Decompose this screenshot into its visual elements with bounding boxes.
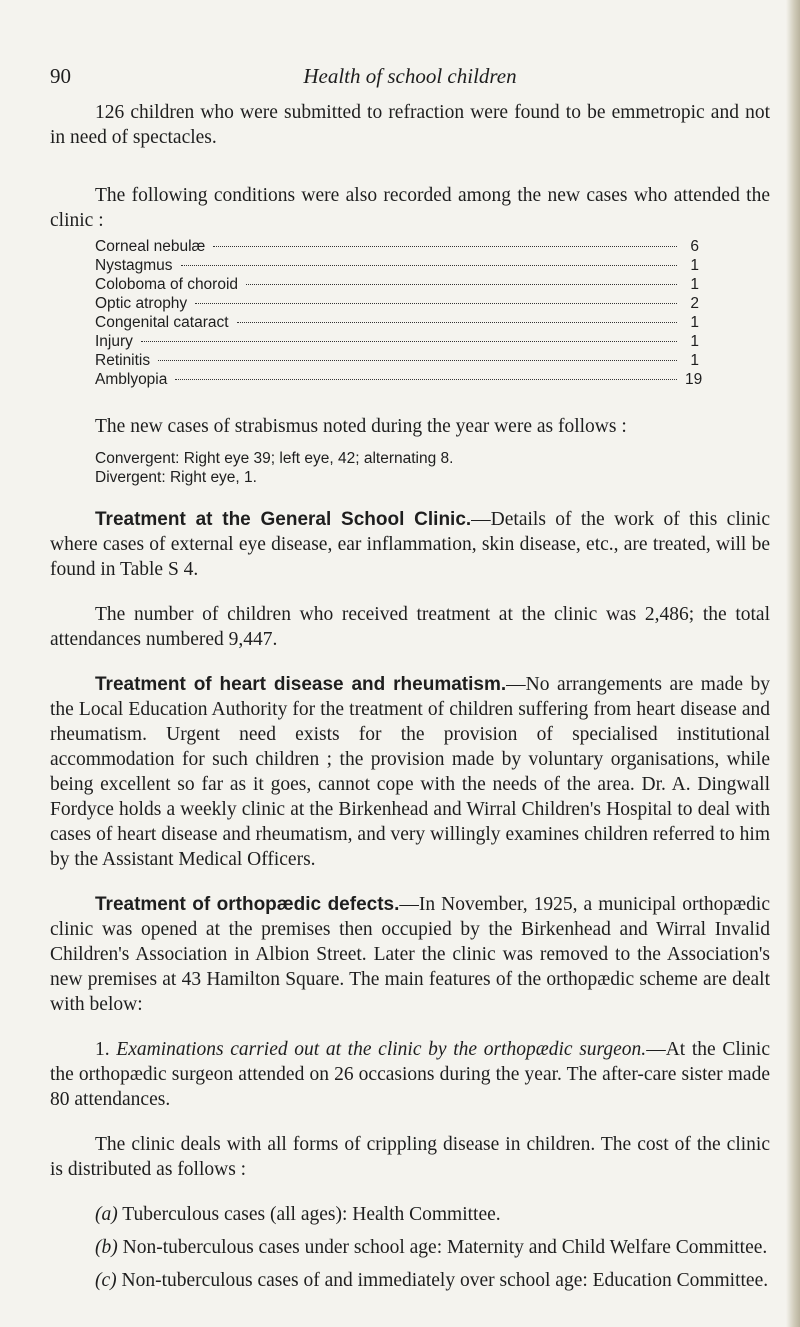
examinations-body: —At the Clinic the orthopædic surgeon attended on 26 occasions during the year. The after-care sister made 80 attendances. bbox=[50, 1039, 771, 1110]
page-header bbox=[50, 64, 770, 86]
leader-dots bbox=[158, 360, 677, 361]
condition-row bbox=[95, 370, 703, 389]
cost-item-label: (b) bbox=[95, 1237, 118, 1258]
strabismus-convergent: Convergent: Right eye 39; left eye, 42; alternating 8. bbox=[95, 450, 454, 467]
general-clinic-numbers-paragraph: The number of children who received treatment at the clinic was 2,486; the total attendances numbered 9,447. bbox=[50, 604, 770, 650]
crippling-paragraph: The clinic deals with all forms of crippling disease in children. The cost of the clinic is distributed as follows : bbox=[50, 1134, 770, 1180]
condition-name: Corneal nebulæ bbox=[95, 238, 206, 255]
condition-name: Retinitis bbox=[95, 352, 151, 369]
condition-name: Coloboma of choroid bbox=[95, 276, 239, 293]
condition-row bbox=[95, 275, 699, 294]
leader-dots bbox=[237, 322, 677, 323]
condition-name: Optic atrophy bbox=[95, 295, 188, 312]
page-edge-shadow bbox=[786, 0, 800, 1327]
cost-item-c bbox=[50, 1268, 770, 1293]
examinations-number: 1. bbox=[95, 1039, 117, 1060]
condition-row bbox=[95, 256, 699, 275]
leader-dots bbox=[141, 341, 677, 342]
heart-disease-heading: Treatment of heart disease and rheumatism. bbox=[95, 674, 507, 695]
general-clinic-paragraph bbox=[50, 507, 770, 582]
cost-item-text: Non-tuberculous cases under school age: Maternity and Child Welfare Committee. bbox=[122, 1237, 768, 1258]
leader-dots bbox=[213, 246, 677, 247]
condition-name: Injury bbox=[95, 333, 133, 350]
leader-dots bbox=[181, 265, 677, 266]
strabismus-list bbox=[95, 449, 770, 487]
condition-count: 1 bbox=[690, 333, 699, 350]
cost-item-label: (c) bbox=[95, 1270, 117, 1291]
condition-row bbox=[95, 313, 699, 332]
running-title: Health of school children bbox=[303, 64, 517, 88]
condition-row bbox=[95, 294, 699, 313]
leader-dots bbox=[175, 379, 677, 380]
cost-item-text: Non-tuberculous cases of and immediately over school age: Education Committee. bbox=[121, 1270, 769, 1291]
condition-name: Amblyopia bbox=[95, 371, 168, 388]
condition-count: 19 bbox=[685, 371, 703, 388]
orthopaedic-body: —In November, 1925, a municipal orthopædic clinic was opened at the premises then occupied by the Birkenhead and Wirral Invalid Children's Association in Albion Street. Later the clinic was removed to the Association's new premises at 43 Hamilton Square. The main features of the orthopædic scheme are dealt with below: bbox=[50, 894, 770, 1015]
condition-row bbox=[95, 237, 699, 256]
cost-item-a bbox=[50, 1202, 770, 1227]
condition-name: Nystagmus bbox=[95, 257, 173, 274]
condition-row bbox=[95, 332, 699, 351]
heart-disease-body: —No arrangements are made by the Local Education Authority for the treatment of children suffering from heart disease and rheumatism. Urgent need exists for the provision of specialised institutional accommodation for such children ; the provision made by voluntary organisations, while being excellent so far as it goes, cannot cope with the needs of the area. Dr. A. Dingwall Fordyce holds a weekly clinic at the Birkenhead and Wirral Children's Hospital to deal with cases of heart disease and rheumatism, and very willingly examines children referred to him by the Assistant Medical Officers. bbox=[50, 674, 770, 870]
cost-item-b bbox=[50, 1235, 770, 1260]
conditions-intro-paragraph: The following conditions were also recorded among the new cases who attended the clinic : bbox=[50, 185, 770, 231]
general-clinic-body: —Details of the work of this clinic where cases of external eye disease, ear inflammation, skin disease, etc., are treated, will be found in Table S 4. bbox=[50, 509, 770, 580]
examinations-heading: Examinations carried out at the clinic by the orthopædic surgeon. bbox=[116, 1039, 647, 1060]
conditions-list bbox=[95, 237, 703, 389]
cost-item-text: Tuberculous cases (all ages): Health Committee. bbox=[122, 1204, 501, 1225]
page-number: 90 bbox=[50, 64, 71, 88]
strabismus-divergent: Divergent: Right eye, 1. bbox=[95, 469, 257, 486]
leader-dots bbox=[195, 303, 677, 304]
condition-count: 1 bbox=[690, 314, 699, 331]
condition-count: 6 bbox=[690, 238, 699, 255]
document-page bbox=[50, 0, 770, 1293]
condition-count: 1 bbox=[690, 276, 699, 293]
heart-disease-paragraph bbox=[50, 672, 770, 872]
condition-name: Congenital cataract bbox=[95, 314, 229, 331]
strabismus-intro-paragraph: The new cases of strabismus noted during the year were as follows : bbox=[95, 416, 627, 437]
orthopaedic-heading: Treatment of orthopædic defects. bbox=[95, 894, 400, 915]
refraction-paragraph: 126 children who were submitted to refraction were found to be emmetropic and not in need of spectacles. bbox=[50, 102, 770, 148]
condition-count: 1 bbox=[690, 352, 699, 369]
general-clinic-heading: Treatment at the General School Clinic. bbox=[95, 509, 472, 530]
condition-count: 2 bbox=[690, 295, 699, 312]
examinations-paragraph bbox=[50, 1037, 770, 1112]
condition-row bbox=[95, 351, 699, 370]
orthopaedic-paragraph bbox=[50, 892, 770, 1017]
condition-count: 1 bbox=[690, 257, 699, 274]
cost-item-label: (a) bbox=[95, 1204, 118, 1225]
leader-dots bbox=[246, 284, 677, 285]
